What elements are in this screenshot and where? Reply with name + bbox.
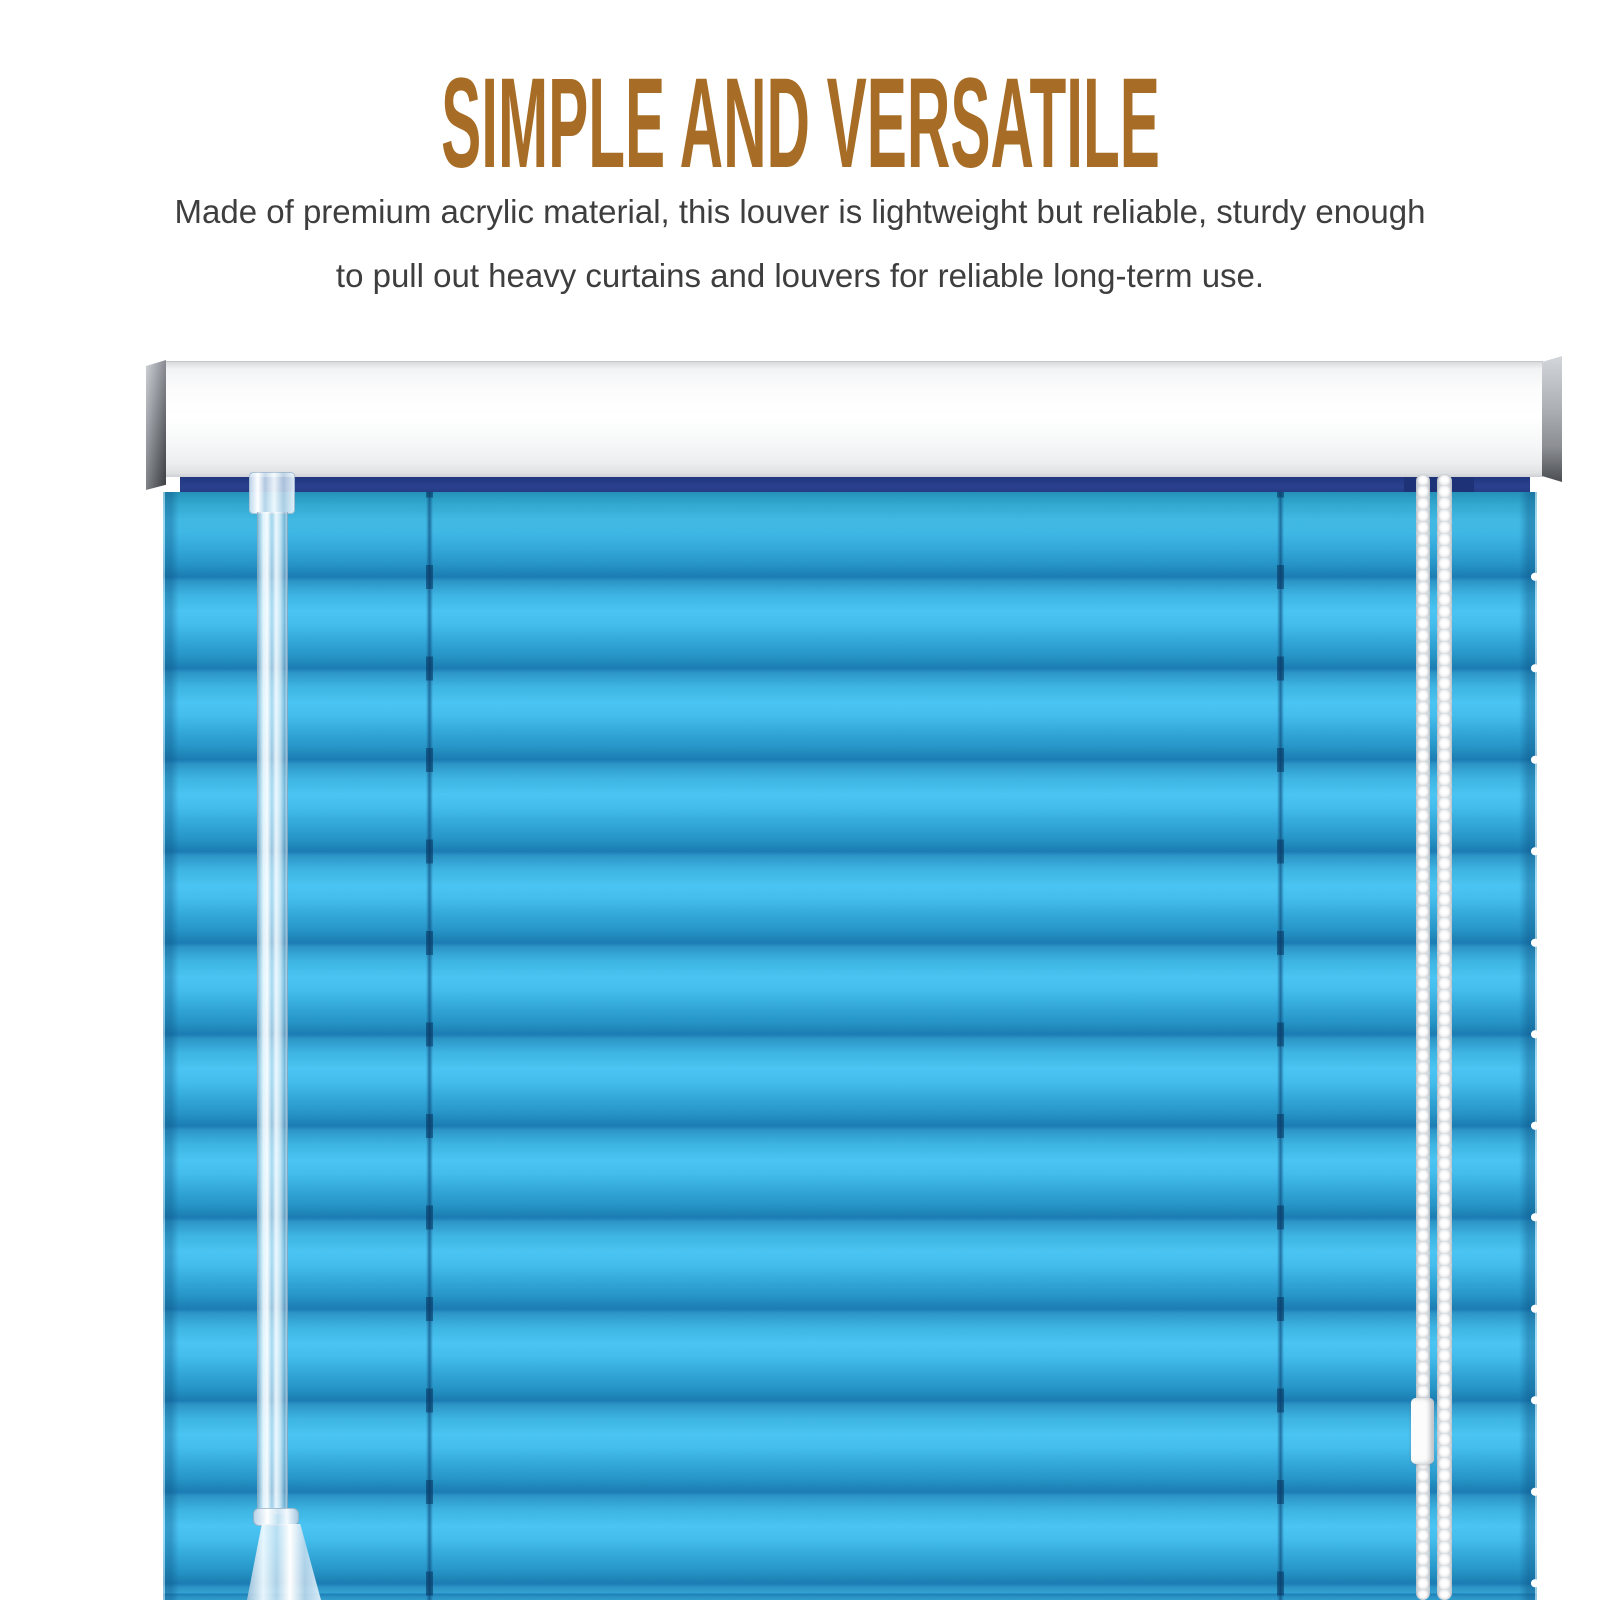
bead-chain-connector bbox=[1411, 1398, 1434, 1464]
tilt-wand-collar bbox=[253, 1508, 299, 1526]
slat-groove-right bbox=[1277, 492, 1284, 1600]
headrail-left-endcap bbox=[146, 360, 166, 490]
product-description bbox=[0, 180, 1600, 308]
page-title bbox=[0, 52, 1600, 195]
headline-text: SIMPLE AND VERSATILE bbox=[440, 52, 1160, 195]
slat-left-edge bbox=[163, 492, 179, 1600]
description-line-1: Made of premium acrylic material, this louver is lightweight but reliable, sturdy enough bbox=[174, 193, 1426, 230]
slat-groove-left bbox=[426, 492, 433, 1600]
tilt-wand bbox=[257, 512, 288, 1514]
description-line-2: to pull out heavy curtains and louvers for reliable long-term use. bbox=[335, 257, 1265, 294]
bead-chain-back-strand bbox=[1437, 474, 1452, 1600]
tilt-wand-connector bbox=[249, 472, 295, 514]
headrail bbox=[163, 361, 1543, 477]
headrail-right-endcap bbox=[1542, 356, 1562, 482]
blind-slats bbox=[163, 492, 1537, 1600]
slat-right-edge bbox=[1519, 492, 1537, 1600]
